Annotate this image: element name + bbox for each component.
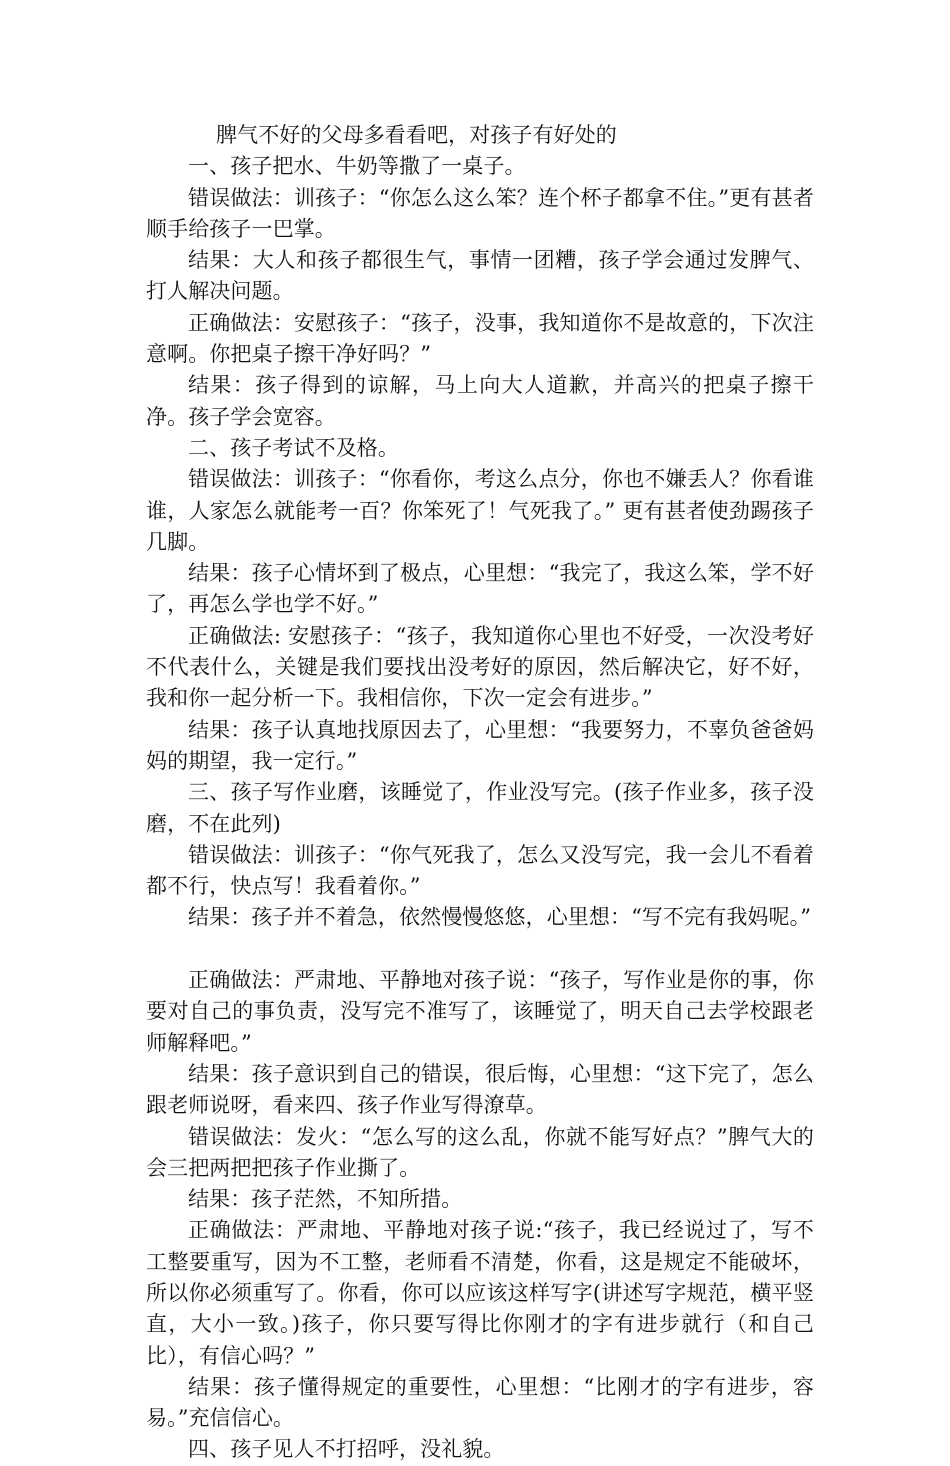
paragraph: 结果：孩子认真地找原因去了，心里想：“我要努力，不辜负爸爸妈妈的期望，我一定行。” bbox=[146, 717, 814, 773]
paragraph: 正确做法: 安慰孩子：“孩子，我知道你心里也不好受，一次没考好不代表什么，关键是我们要找出没考好的原因，然后解决它，好不好，我和你一起分析一下。我相信你，下次一定会有进步。” bbox=[146, 623, 814, 711]
blank-line bbox=[146, 934, 814, 965]
paragraph: 错误做法：训孩子：“你怎么这么笨？连个杯子都拿不住。”更有甚者顺手给孩子一巴掌。 bbox=[146, 185, 814, 241]
paragraph: 二、孩子考试不及格。 bbox=[188, 435, 399, 460]
paragraph: 正确做法：严肃地、平静地对孩子说：“孩子，写作业是你的事，你要对自己的事负责，没写完不准写了，该睡觉了，明天自己去学校跟老师解释吧。” bbox=[146, 968, 814, 1055]
document-page bbox=[146, 120, 814, 1466]
paragraph: 正确做法：严肃地、平静地对孩子说:“孩子，我已经说过了，写不工整要重写，因为不工整，老师看不清楚，你看，这是规定不能破坏，所以你必须重写了。你看，你可以应该这样写字(讲述写字规范，横平竖直，大小一致。)孩子，你只要写得比你刚才的字有进步就行（和自己比），有信心吗？” bbox=[146, 1218, 814, 1368]
paragraph: 结果：孩子得到的谅解，马上向大人道歉，并高兴的把桌子擦干净。孩子学会宽容。 bbox=[146, 373, 814, 429]
paragraph: 错误做法：发火：“怎么写的这么乱，你就不能写好点？”脾气大的会三把两把把孩子作业撕了。 bbox=[146, 1124, 814, 1180]
paragraph: 错误做法：训孩子：“你气死我了，怎么又没写完，我一会儿不看着都不行，快点写！我看着你。” bbox=[146, 842, 814, 899]
paragraph: 错误做法：训孩子：“你看你，考这么点分，你也不嫌丢人？你看谁谁，人家怎么就能考一百？你笨死了！气死我了。” 更有甚者使劲踢孩子几脚。 bbox=[146, 467, 814, 554]
paragraph: 结果：孩子意识到自己的错误，很后悔，心里想：“这下完了，怎么跟老师说呀，看来四、孩子作业写得潦草。 bbox=[146, 1061, 814, 1118]
document-title: 脾气不好的父母多看看吧，对孩子有好处的 bbox=[216, 123, 617, 147]
paragraph: 结果：孩子并不着急，依然慢慢悠悠，心里想：“写不完有我妈呢。” bbox=[188, 905, 812, 930]
paragraph: 结果：孩子心情坏到了极点，心里想：“我完了，我这么笨，学不好了，再怎么学也学不好。” bbox=[146, 561, 814, 617]
paragraph: 结果：孩子懂得规定的重要性，心里想：“比刚才的字有进步，容易。”充信信心。 bbox=[146, 1374, 814, 1431]
paragraph: 正确做法：安慰孩子：“孩子，没事，我知道你不是故意的，下次注意啊。你把桌子擦干净好吗？” bbox=[146, 310, 814, 367]
paragraph: 四、孩子见人不打招呼，没礼貌。 bbox=[188, 1437, 505, 1462]
paragraph: 结果：大人和孩子都很生气，事情一团糟，孩子学会通过发脾气、打人解决问题。 bbox=[146, 248, 814, 304]
paragraph: 一、孩子把水、牛奶等撒了一桌子。 bbox=[188, 154, 526, 179]
paragraph: 结果：孩子茫然，不知所措。 bbox=[188, 1187, 463, 1212]
paragraph: 三、孩子写作业磨，该睡觉了，作业没写完。(孩子作业多，孩子没磨，不在此列) bbox=[146, 780, 814, 836]
